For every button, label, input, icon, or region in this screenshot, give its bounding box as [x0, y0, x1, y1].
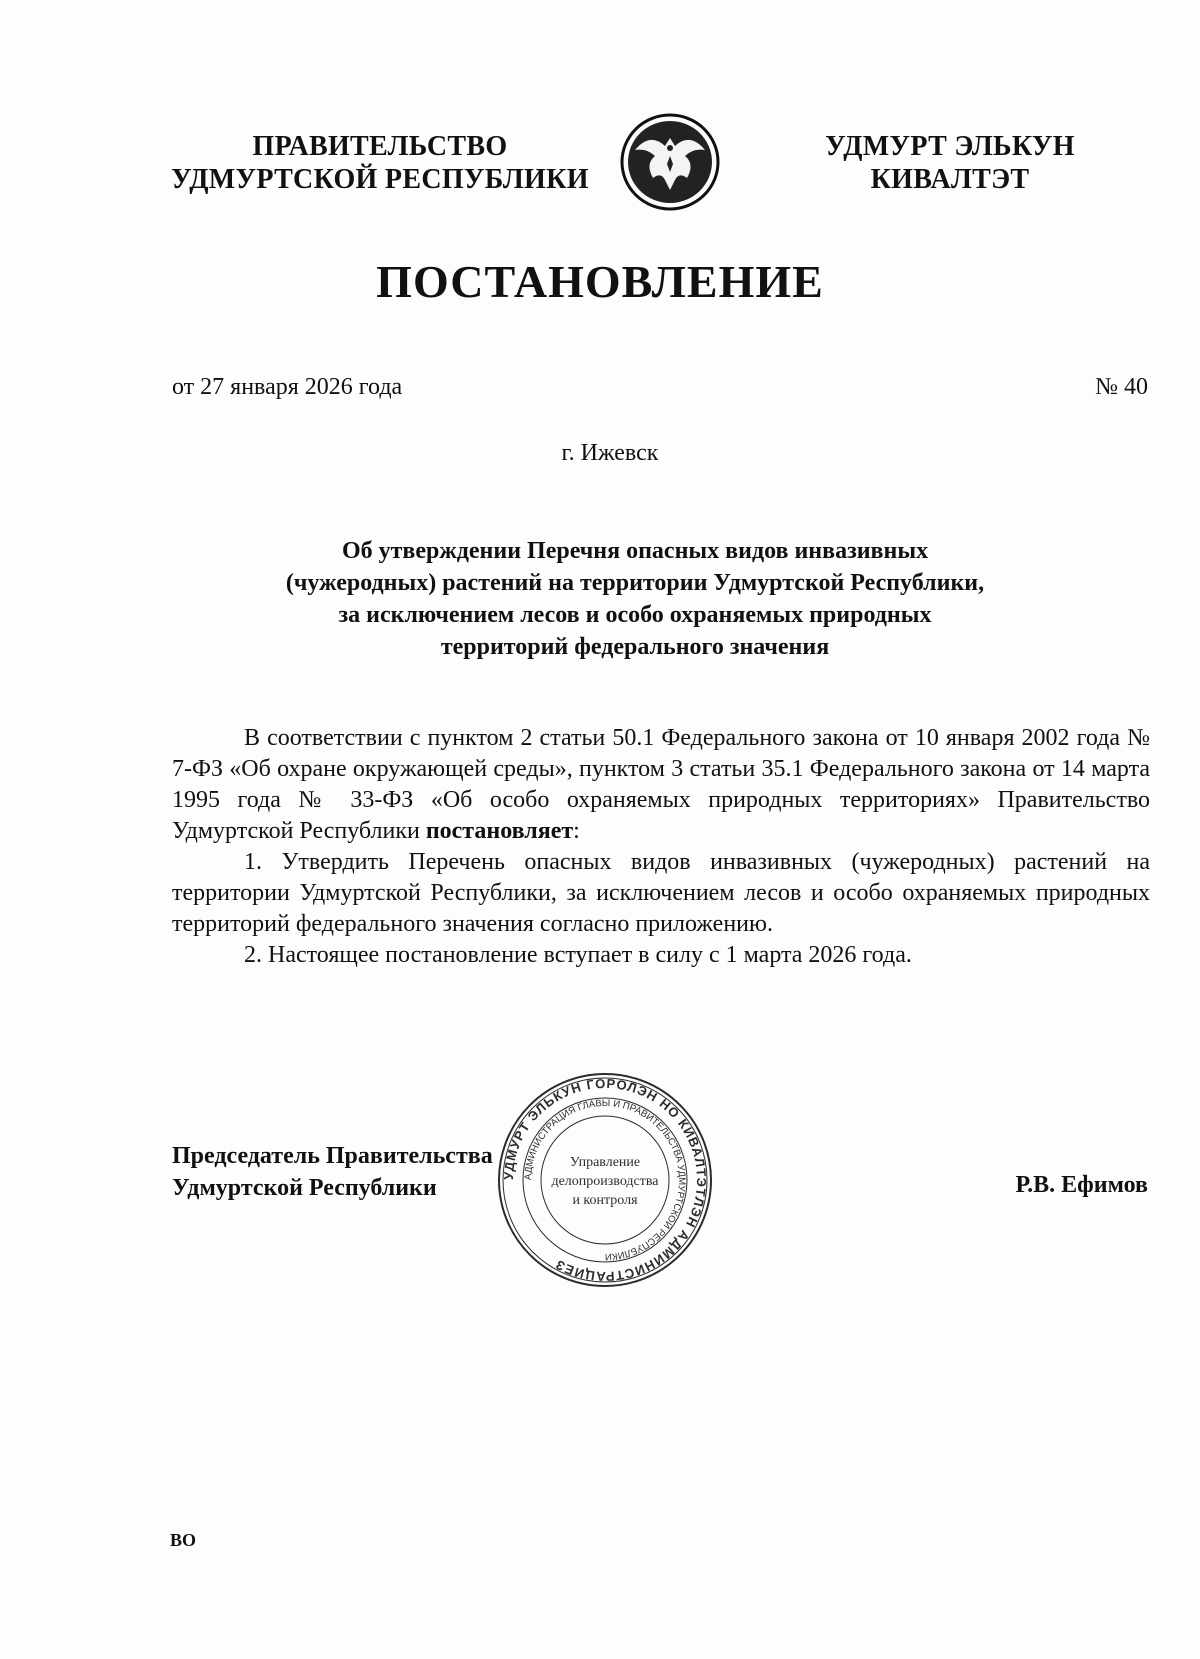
title-line-1: Об утверждении Перечня опасных видов инвазивных — [341, 538, 929, 564]
issuer-line-1: ПРАВИТЕЛЬСТВО — [252, 131, 508, 162]
signatory-position-line-1: Председатель Правительства — [172, 1143, 493, 1169]
resolves-word: постановляет — [425, 818, 574, 844]
document-body — [172, 723, 1150, 971]
document-type: ПОСТАНОВЛЕНИЕ — [376, 256, 824, 307]
document-title — [230, 535, 1040, 663]
preamble-text: В соответствии с пунктом 2 статьи 50.1 Федерального закона от 10 января 2002 года № 7-ФЗ «Об охране окружающей среды», пунктом 3 статьи 35.1 Федерального закона от 14 марта 1995 года № 33-ФЗ «Об особо охраняемых природных территориях» Правительство Удмуртской Республики — [172, 725, 1150, 844]
title-line-2: (чужеродных) растений на территории Удмуртской Республики, — [285, 570, 985, 596]
issuer-name-russian — [160, 130, 600, 196]
executor-mark: ВО — [170, 1530, 197, 1550]
item-1-paragraph: 1. Утвердить Перечень опасных видов инвазивных (чужеродных) растений на территории Удмуртской Республики, за исключением лесов и особо охраняемых природных территорий федерального значения согласно приложению. — [172, 849, 1150, 937]
coat-of-arms-icon — [615, 112, 725, 212]
document-city: г. Ижевск — [561, 440, 659, 466]
document-number: № 40 — [1095, 374, 1148, 400]
official-stamp — [495, 1070, 715, 1290]
item-2-paragraph: 2. Настоящее постановление вступает в силу с 1 марта 2026 года. — [244, 942, 912, 968]
title-line-4: территорий федерального значения — [440, 634, 830, 660]
stamp-center-line-2: делопроизводства — [551, 1174, 659, 1189]
issuer-name-udmurt — [800, 130, 1100, 196]
document-date: от 27 января 2026 года — [172, 374, 403, 400]
stamp-center-line-3: и контроля — [572, 1193, 638, 1208]
signatory-name: Р.В. Ефимов — [1015, 1172, 1148, 1198]
resolves-colon: : — [573, 818, 580, 844]
issuer-udmurt-line-1: УДМУРТ ЭЛЬКУН — [825, 131, 1075, 162]
stamp-outer-text: УДМУРТ ЭЛЬКУН ГОРОЛЭН НО КИВАЛТЭТЛЭН АДМИНИСТРАЦИЕЗ — [500, 1075, 710, 1285]
signatory-position-line-2: Удмуртской Республики — [172, 1175, 437, 1201]
issuer-line-2: УДМУРТСКОЙ РЕСПУБЛИКИ — [171, 164, 589, 195]
title-line-3: за исключением лесов и особо охраняемых природных — [338, 602, 932, 628]
issuer-udmurt-line-2: КИВАЛТЭТ — [870, 164, 1030, 195]
preamble-paragraph — [172, 723, 1150, 847]
stamp-center-line-1: Управление — [569, 1155, 641, 1170]
stamp-inner-text: АДМИНИСТРАЦИЯ ГЛАВЫ И ПРАВИТЕЛЬСТВА УДМУРТСКОЙ РЕСПУБЛИКИ — [522, 1097, 688, 1263]
